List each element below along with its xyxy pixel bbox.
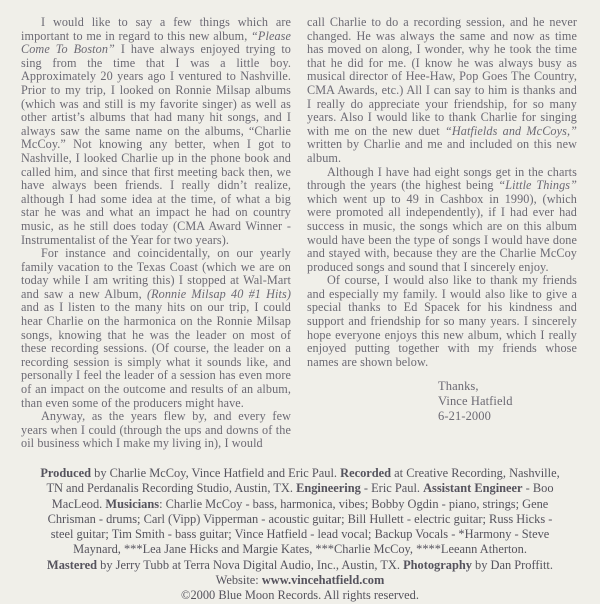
text-run: Although I have had eight songs get in the charts through the years (the highest being <box>307 164 577 193</box>
paragraph <box>21 247 291 410</box>
text-run: For instance and coincidentally, on our yearly family vacation to the Texas Coast (which we are on today while I am writing this) I stopped at Wal-Mart and saw a new Album, <box>21 246 291 301</box>
text-run: I have always enjoyed trying to sing from the time that I was a little boy. Approximately 20 years ago I ventured to Nashville. Prior to my trip, I looked on Ronnie Milsap albums (which was and still is my favorite singer) as well as other artist’s albums that had many hit songs, and I always saw the same name on the albums, “Charlie McCoy.” Not knowing any better, when I got to Nashville, I looked Charlie up in the phone book and called him, and since that first meeting back then, we have always been friends. I really didn’t realize, although I had some idea at the time, of what a big star he was and what an impact he had on country music, as he still does today (CMA Award Winner - Instrumentalist of the Year for two years). <box>21 42 291 247</box>
text-run: TN and Perdanalis Recording Studio, Austin, TX. <box>46 481 297 496</box>
credits-line <box>21 497 579 512</box>
bold-text: www.vincehatfield.com <box>261 573 385 588</box>
text-run: and as I listen to the many hits on our trip, I could hear Charlie on the harmonica on the Ronnie Milsap songs, knowing that he was the leader on most of these recording sessions. (Of course, the leader on a recording session is simply what it sounds like, and personally I feel the leader of a session has even more of an impact on the outcome and results of an album, than even some of the producers might have. <box>21 300 291 410</box>
text-run: by Charlie McCoy, Vince Hatfield and Eric Paul. <box>91 466 341 480</box>
paragraph <box>21 410 291 451</box>
italic-text: “Hatfields and McCoys,” <box>444 123 577 138</box>
text-run: - Eric Paul. <box>360 481 424 496</box>
right-column-paragraphs <box>307 16 577 369</box>
text-run: I would like to say a few things which are important to me in regard to this new album, <box>21 15 291 43</box>
credits-line <box>21 558 579 573</box>
credits-line <box>21 466 579 481</box>
text-run: Website: <box>215 573 262 588</box>
text-run: call Charlie to do a recording session, and he never changed. He was always the same and now as time has moved on along, I wonder, why he took the time that he did for me. (I know he was always busy as musical director of Hee-Haw, Pop Goes The Country, CMA Awards, etc.) All I can say to him is thanks and I really do appreciate your friendship, for so many years. Also I would like to thank Charlie for singing with me on the new duet <box>307 15 577 138</box>
bold-text: Photography <box>403 557 472 572</box>
credits-line <box>21 542 579 557</box>
text-run: Chrisman - drums; Carl (Vipp) Vipperman - acoustic guitar; Bill Hullett - electric guitar; Russ Hicks - <box>47 511 553 526</box>
bold-text: Assistant Engineer <box>423 481 523 496</box>
italic-text: (Ronnie Milsap 40 #1 Hits) <box>146 286 291 301</box>
credits-line <box>21 512 579 527</box>
credits-line <box>21 588 579 603</box>
text-run: - Boo <box>522 481 554 496</box>
text-run: MacLeod. <box>51 496 106 511</box>
text-run: steel guitar; Tim Smith - bass guitar; Vince Hatfield - lead vocal; Backup Vocals - *Harmony - Steve <box>50 527 550 542</box>
paragraph <box>307 16 577 166</box>
bold-text: Musicians <box>105 496 160 511</box>
paragraph <box>21 16 291 247</box>
text-run: by Dan Proffitt. <box>471 557 553 572</box>
bold-text: Engineering <box>296 481 361 496</box>
signature-block <box>438 379 577 424</box>
text-run: written by Charlie and me and included on this new album. <box>307 137 577 165</box>
bold-text: Recorded <box>340 466 392 480</box>
text-columns <box>21 16 579 451</box>
text-run: : Charlie McCoy - bass, harmonica, vibes; Bobby Ogdin - piano, strings; Gene <box>159 496 549 511</box>
text-run: Maynard, ***Lea Jane Hicks and Margie Kates, ***Charlie McCoy, ****Leeann Atherton. <box>73 542 527 557</box>
italic-text: “Please Come To Boston” <box>21 28 291 57</box>
italic-text: “Little Things” <box>498 178 577 193</box>
text-run: Of course, I would also like to thank my friends and especially my family. I would also like to give a special thanks to Ed Spacek for his kindness and support and friendship for so many years. I sincerely hope everyone enjoys this new album, which I really enjoyed putting together with my friends whose names are shown below. <box>307 273 577 369</box>
text-run: Anyway, as the years flew by, and every few years when I could (through the ups and downs of the oil business which I make my living in), I would <box>21 409 291 451</box>
signature-line: Vince Hatfield <box>438 394 513 409</box>
signature-line: Thanks, <box>438 379 479 394</box>
bold-text: Mastered <box>47 557 98 572</box>
text-run: by Jerry Tubb at Terra Nova Digital Audio, Inc., Austin, TX. <box>97 557 404 572</box>
left-column <box>21 16 291 451</box>
signature-line: 6-21-2000 <box>438 409 491 424</box>
credits-line <box>21 527 579 542</box>
right-column <box>307 16 577 424</box>
paragraph <box>307 274 577 369</box>
credits-line <box>21 481 579 496</box>
paragraph <box>307 166 577 275</box>
bold-text: Produced <box>40 466 92 480</box>
credits-block <box>21 466 579 604</box>
text-run: which went up to 49 in Cashbox in 1990), (which were promoted all independently), if I had ever had success in music, the songs which are on this album would have been the type of songs I would have done and stayed with, because they are the Charlie McCoy produced songs and sound that I sincerely enjoy. <box>307 191 577 274</box>
credits-line <box>21 573 579 588</box>
text-run: at Creative Recording, Nashville, <box>391 466 560 480</box>
text-run: ©2000 Blue Moon Records. All rights reserved. <box>181 588 419 603</box>
